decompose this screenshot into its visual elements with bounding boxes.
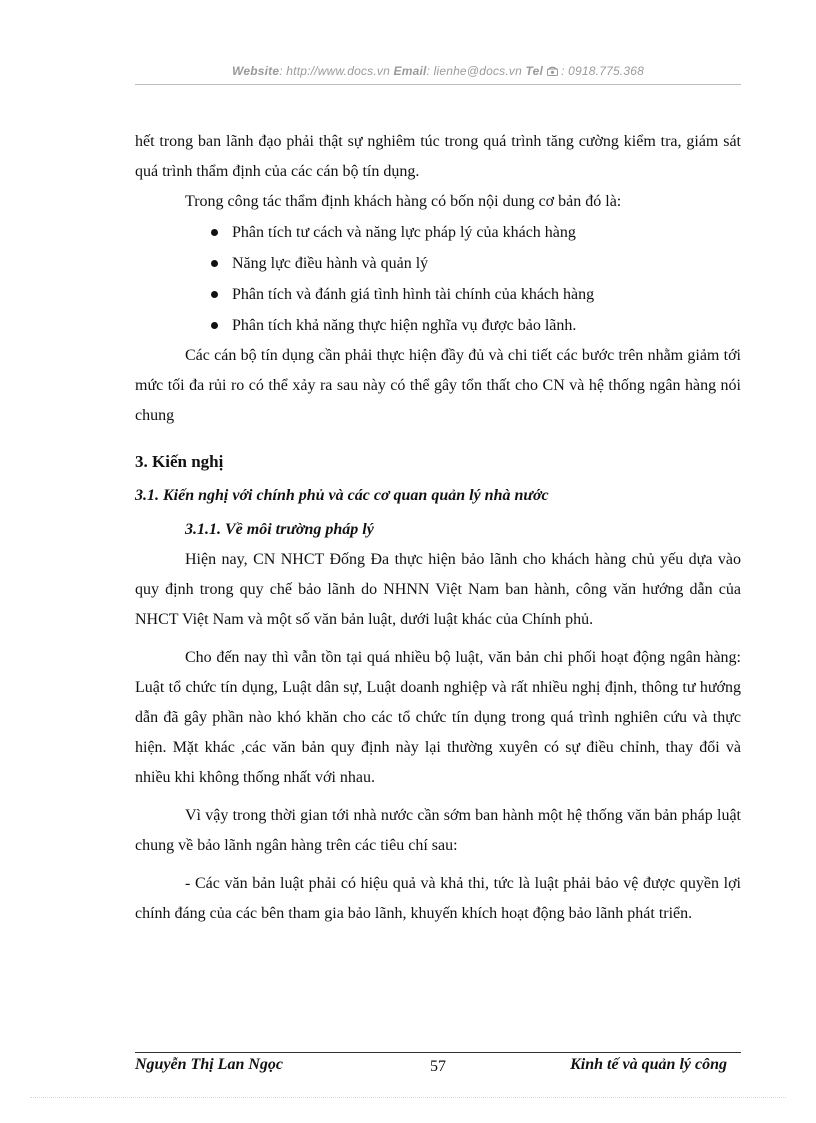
phone-icon (547, 64, 562, 78)
bullet-list (135, 217, 741, 341)
tel-value: : 0918.775.368 (561, 64, 644, 78)
list-item-text: Phân tích khả năng thực hiện nghĩa vụ được bảo lãnh. (232, 317, 577, 334)
footer-divider (135, 1052, 741, 1053)
tel-label: Tel (525, 64, 543, 78)
email-value: : lienhe@docs.vn (426, 64, 522, 78)
list-item-text: Năng lực điều hành và quản lý (232, 255, 429, 272)
bullet-icon (211, 291, 218, 298)
department-name: Kinh tế và quản lý công (570, 1056, 727, 1073)
page-bottom-border (30, 1097, 786, 1098)
bullet-icon (211, 229, 218, 236)
bullet-icon (211, 322, 218, 329)
list-item (135, 217, 741, 248)
subsection-heading: 3.1. Kiến nghị với chính phủ và các cơ quan quản lý nhà nước (135, 487, 549, 504)
page-header (135, 64, 741, 78)
page-number: 57 (430, 1058, 446, 1075)
list-item (135, 279, 741, 310)
paragraph-conclusion: Các cán bộ tín dụng cần phải thực hiện đầy đủ và chi tiết các bước trên nhằm giảm tới mức tối đa rủi ro có thể xảy ra sau này có thể gây tổn thất cho CN và hệ thống ngân hàng nói chung (135, 347, 741, 424)
website-value: : http://www.docs.vn (279, 64, 390, 78)
bullet-icon (211, 260, 218, 267)
subsubsection-heading: 3.1.1. Về môi trường pháp lý (185, 521, 374, 538)
paragraph-legal-issues: Cho đến nay thì vẫn tồn tại quá nhiều bộ luật, văn bản chi phối hoạt động ngân hàng: Luật tổ chức tín dụng, Luật dân sự, Luật doanh nghiệp và rất nhiều nghị định, thông tư hướng dẫn đã gây phần nào khó khăn cho các tổ chức tín dụng trong quá trình nghiên cứu và thực hiện. Mặt khác ,các văn bản quy định này lại thường xuyên có sự điều chỉnh, thay đổi và nhiều khi không thống nhất với nhau. (135, 649, 741, 786)
email-label: Email (393, 64, 427, 78)
paragraph-intro: Trong công tác thẩm định khách hàng có bốn nội dung cơ bản đó là: (185, 193, 622, 210)
page-footer (135, 1056, 741, 1080)
website-label: Website (232, 64, 280, 78)
paragraph-continuation: hết trong ban lãnh đạo phải thật sự nghiêm túc trong quá trình tăng cường kiểm tra, giám sát quá trình thẩm định của các cán bộ tín dụng. (135, 133, 741, 180)
section-heading: 3. Kiến nghị (135, 452, 224, 471)
paragraph-recommendation: Vì vậy trong thời gian tới nhà nước cần sớm ban hành một hệ thống văn bản pháp luật chung về bảo lãnh ngân hàng trên các tiêu chí sau: (135, 807, 741, 854)
document-body (135, 127, 741, 929)
header-divider (135, 84, 741, 85)
list-item (135, 248, 741, 279)
list-item-text: Phân tích và đánh giá tình hình tài chính của khách hàng (232, 286, 595, 303)
paragraph-criteria: - Các văn bản luật phải có hiệu quả và khả thi, tức là luật phải bảo vệ được quyền lợi chính đáng của các bên tham gia bảo lãnh, khuyến khích hoạt động bảo lãnh phát triển. (135, 875, 741, 922)
paragraph-current-status: Hiện nay, CN NHCT Đống Đa thực hiện bảo lãnh cho khách hàng chủ yếu dựa vào quy định trong quy chế bảo lãnh do NHNN Việt Nam ban hành, công văn hướng dẫn của NHCT Việt Nam và một số văn bản luật, dưới luật khác của Chính phủ. (135, 551, 741, 628)
author-name: Nguyễn Thị Lan Ngọc (135, 1056, 283, 1073)
list-item (135, 310, 741, 341)
list-item-text: Phân tích tư cách và năng lực pháp lý của khách hàng (232, 224, 576, 241)
